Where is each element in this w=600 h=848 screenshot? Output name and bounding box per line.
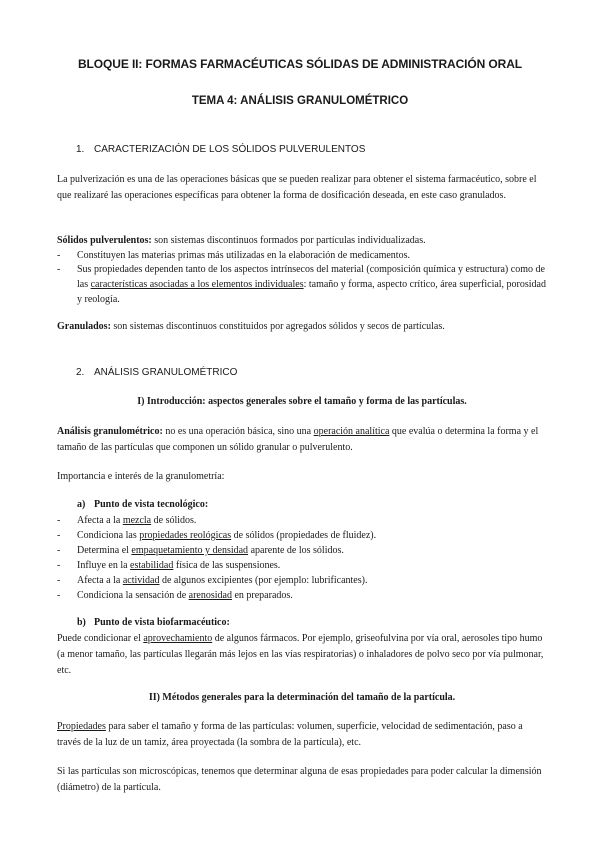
document-page: BLOQUE II: FORMAS FARMACÉUTICAS SÓLIDAS DE ADMINISTRACIÓN ORAL TEMA 4: ANÁLISIS GRANULOMÉTRICO 1. CARACTERIZACIÓN DE LOS SÓLIDOS PULVERULENTOS La pulverización es una de las operaciones básicas que se pueden realizar para obtener el sistema farmacéutico, sobre el que realizaré las operaciones específicas para obtener la forma de dosificación deseada, en este caso granulados. Sólidos pulverulentos: son sistemas discontinuos formados por partículas individualizadas. - Constituyen las materias primas más utilizadas en la elaboración de medicamentos. - Sus propiedades dependen tanto de los aspectos intrínsecos del material (composición química y estructura) como de las características asociadas a los elementos individuales: tamaño y forma, aspecto crítico, área superficial, porosidad y reología. Granulados: son sistemas discontinuos constituidos por agregados sólidos y secos de partículas. 2. ANÁLISIS GRANULOMÉTRICO I) Introducción: aspectos generales sobre el tamaño y forma de las partículas. Análisis granulométrico: no es una operación básica, sino una operación analítica que evalúa o determina la forma y el tamaño de las partículas que componen un sólido granular o pulverulento. Importancia e interés de la granulometría: a) Punto de vista tecnológico: - Afecta a la mezcla de sólidos. - Condiciona las propiedades reológicas de sólidos (propiedades de fluidez). - Determina el empaquetamiento y densidad aparente de los sólidos. - Influye en la estabilidad física de las suspensiones. - Afecta a la actividad de algunos excipientes (por ejemplo: lubrificantes). - Condiciona la sensación de arenosidad en preparados. b) Punto de vista biofarmacéutico: Puede condicionar el aprovechamiento de algunos fármacos. Por ejemplo, griseofulvina por vía oral, aerosoles tipo humo (a menor tamaño, las partículas llegarán más lejos en las vías respiratorias) o inhaladores de polvo seco por vía pulmonar, etc. II) Métodos generales para la determinación del tamaño de la partícula. Propiedades para saber el tamaño y forma de las partículas: volumen, superficie, velocidad de sedimentación, paso a través de la luz de un tamiz, área proyectada (la sombra de la partícula), etc. Si las partículas son microscópicas, tenemos que determinar alguna de esas propiedades para poder calcular la dimensión (diámetro) de la partícula. [0, 0, 600, 848]
document-title: BLOQUE II: FORMAS FARMACÉUTICAS SÓLIDAS DE ADMINISTRACIÓN ORAL [77, 57, 523, 71]
methods-subheading: II) Métodos generales para la determinación del tamaño de la partícula. [148, 692, 456, 703]
section-1-intro: La pulverización es una de las operaciones básicas que se pueden realizar para obtener el sistema farmacéutico, sobre el que realizaré las operaciones específicas para obtener la forma de dosificación deseada, en este caso granulados. [57, 174, 537, 201]
analisis-definition: Análisis granulométrico: no es una operación básica, sino una operación analítica que evalúa o determina la forma y el tamaño de las partículas que componen un sólido granular o pulverulento. [57, 426, 539, 453]
technological-heading: a) Punto de vista tecnológico: [77, 499, 209, 510]
importancia-text: Importancia e interés de la granulometría: [57, 471, 225, 482]
section-2-heading: 2. ANÁLISIS GRANULOMÉTRICO [76, 367, 238, 378]
final-paragraph: Si las partículas son microscópicas, tenemos que determinar alguna de esas propiedades para poder calcular la dimensión (diámetro) de la partícula. [57, 766, 542, 793]
properties-text: Propiedades para saber el tamaño y forma de las partículas: volumen, superficie, velocidad de sedimentación, paso a través de la luz de un tamiz, área proyectada (la sombra de la partícula), etc. [57, 721, 523, 748]
intro-subheading: I) Introducción: aspectos generales sobre el tamaño y forma de las partículas. [137, 396, 467, 407]
section-1-heading: 1. CARACTERIZACIÓN DE LOS SÓLIDOS PULVERULENTOS [76, 144, 366, 155]
granulados-definition: Granulados: son sistemas discontinuos constituidos por agregados sólidos y secos de partículas. [57, 321, 445, 332]
biopharmaceutical-heading: b) Punto de vista biofarmacéutico: [77, 617, 230, 628]
biopharmaceutical-text: Puede condicionar el aprovechamiento de algunos fármacos. Por ejemplo, griseofulvina por vía oral, aerosoles tipo humo (a menor tamaño, las partículas llegarán más lejos en las vías respiratorias) o inhaladores de polvo seco por vía pulmonar, etc. [57, 633, 544, 676]
topic-title: TEMA 4: ANÁLISIS GRANULOMÉTRICO [191, 95, 409, 107]
solidos-definition: Sólidos pulverulentos: son sistemas discontinuos formados por partículas individualizadas. [57, 235, 426, 246]
